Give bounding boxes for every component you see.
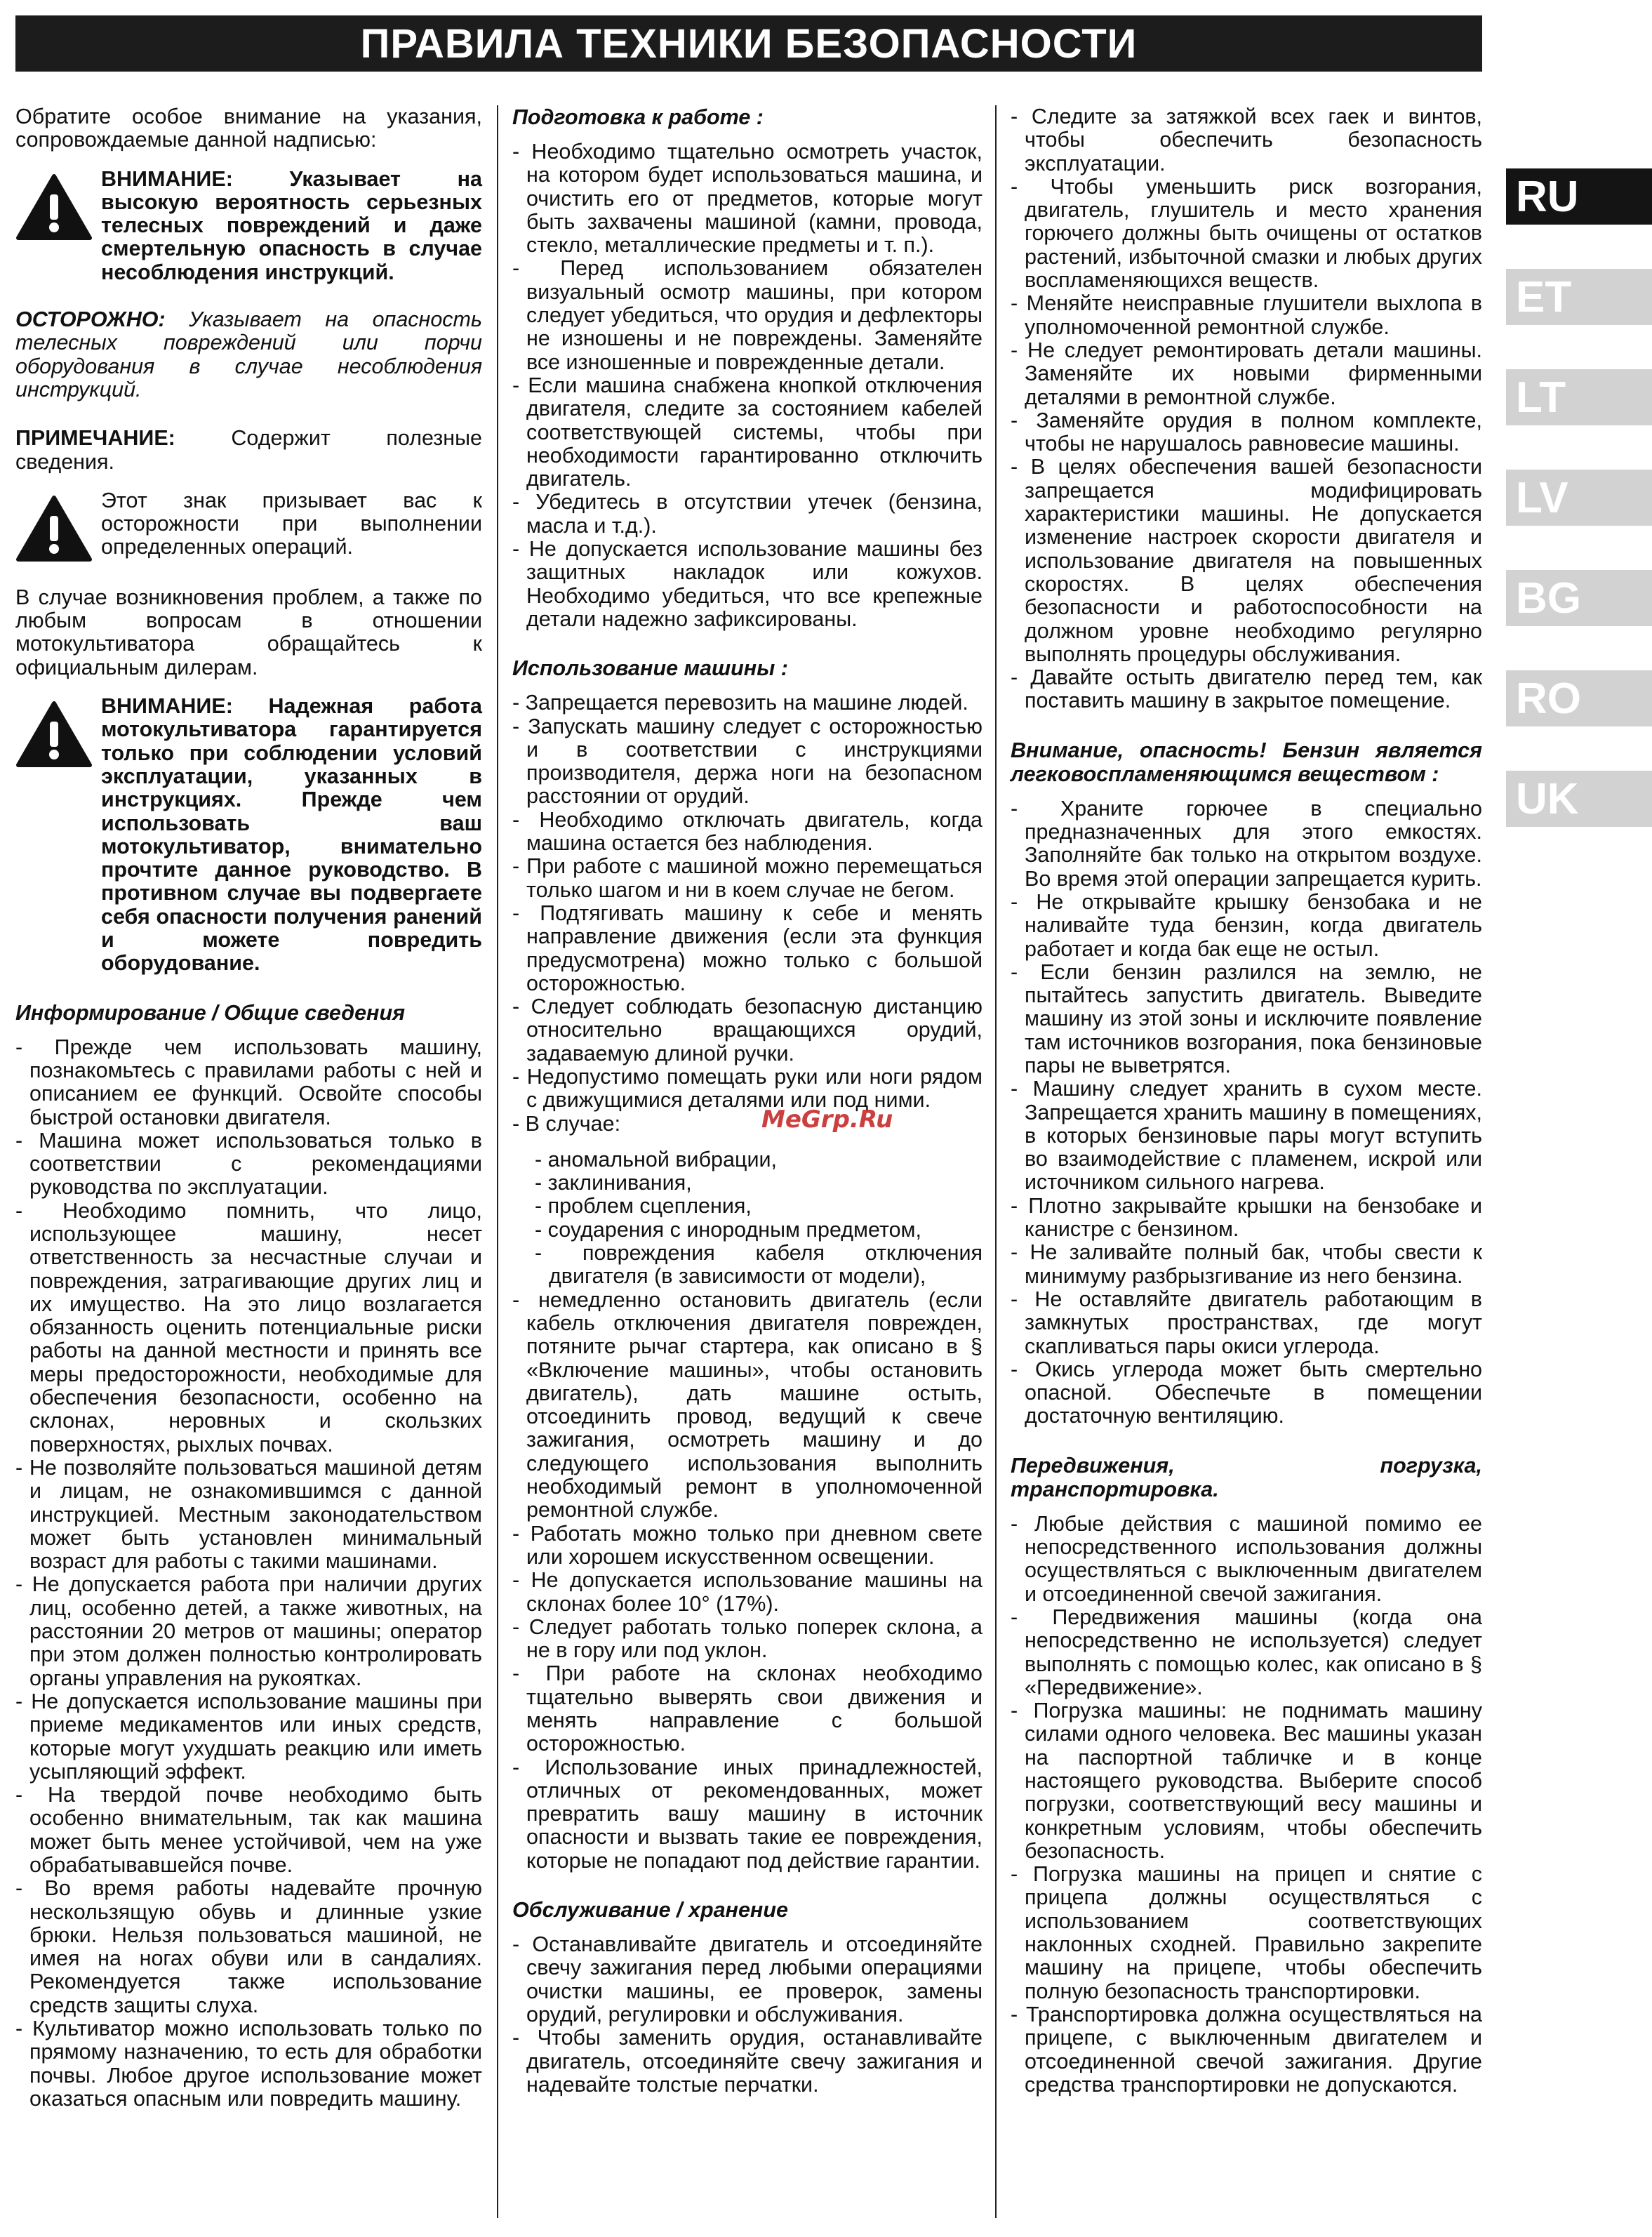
list-item: - Окись углерода может быть смертельно опасной. Обеспечьте в помещении достаточную вентиляцию. (1011, 1358, 1482, 1428)
list-item: - Следите за затяжкой всех гаек и винтов, чтобы обеспечить безопасность эксплуатации. (1011, 105, 1482, 175)
service-list (512, 1933, 982, 2097)
list-item: - Не следует ремонтировать детали машины. Заменяйте их новыми фирменными деталями в ремонтной службе. (1011, 339, 1482, 409)
list-item: - Машину следует хранить в сухом месте. Запрещается хранить машину в помещениях, в которых бензиновые пары могут вступить во взаимодействие с пламенем, искрой или источником сильного нагрева. (1011, 1077, 1482, 1194)
caution-text: Указывает на опасность телесных повреждений или порчи оборудования в случае несоблюдения инструкций. (15, 307, 482, 401)
list-item: - Погрузка машины на прицеп и снятие с прицепа должны осуществляться с использованием соответствующих наклонных сходней. Правильно закрепите машину на прицепе, чтобы обеспечить полную безопасность транспортировки. (1011, 1863, 1482, 2003)
list-item: - Не допускается использование машины при приеме медикаментов или иных средств, которые могут ухудшать реакцию или иметь усыпляющий эффект. (15, 1690, 482, 1784)
lang-tab-uk[interactable]: UK (1506, 771, 1652, 827)
column-2 (512, 105, 982, 2109)
list-item: - Не допускается работа при наличии других лиц, особенно детей, а также животных, на расстоянии 20 метров от машины; оператор при этом должен полностью контролировать органы управления на рукоятках. (15, 1573, 482, 1690)
list-item: - Храните горючее в специально предназначенных для этого емкостях. Заполняйте бак только на открытом воздухе. Во время этой операции запрещается курить. (1011, 797, 1482, 891)
list-item: - Необходимо отключать двигатель, когда машина остается без наблюдения. (512, 809, 982, 856)
list-item: - Следует соблюдать безопасную дистанцию относительно вращающихся орудий, задаваемую длиной ручки. (512, 995, 982, 1066)
list-item: - Чтобы заменить орудия, останавливайте двигатель, отсоединяйте свечу зажигания и надевайте толстые перчатки. (512, 2026, 982, 2097)
note-text: Содержит полезные сведения. (15, 426, 482, 474)
lang-tab-bg[interactable]: BG (1506, 570, 1652, 626)
section-title-prep: Подготовка к работе : (512, 105, 764, 129)
list-item: - Машина может использоваться только в соответствии с рекомендациями руководства по эксплуатации. (15, 1129, 482, 1200)
list-item: - повреждения кабеля отключения двигателя (в зависимости от модели), (512, 1242, 982, 1289)
list-item: - Запускать машину следует с осторожностью и в соответствии с инструкциями производителя, держа ноги на безопасном расстоянии от орудий. (512, 715, 982, 809)
list-item: - соударения с инородным предметом, (512, 1219, 982, 1242)
section-title-use: Использование машины : (512, 656, 788, 681)
note-label: ПРИМЕЧАНИЕ: (15, 426, 175, 451)
list-item: - проблем сцепления, (512, 1195, 982, 1218)
list-item: - Любые действия с машиной помимо ее непосредственного использования должны осуществляться с выключенным двигателем и отсоединенной свечой зажигания. (1011, 1513, 1482, 1606)
section-title-transport: Передвижения, погрузка, транспортировка. (1011, 1453, 1482, 1501)
list-item: - При работе с машиной можно перемещаться только шагом и ни в коем случае не бегом. (512, 855, 982, 902)
section-title-info: Информирование / Общие сведения (15, 1000, 406, 1025)
info-list (15, 1036, 482, 2111)
list-item: - Необходимо тщательно осмотреть участок, на котором будет использоваться машина, и очистить его от предметов, которые могут быть захвачены машиной (камни, провода, стекло, металлические предметы и т. п.). (512, 140, 982, 257)
column-1 (15, 105, 482, 2123)
warning-triangle-icon (15, 495, 93, 562)
prep-list (512, 140, 982, 631)
warning-block-1 (15, 168, 482, 284)
lang-tab-et[interactable]: ET (1506, 269, 1652, 325)
transport-list (1011, 1513, 1482, 2097)
list-item: - Необходимо помнить, что лицо, использующее машину, несет ответственность за несчастные случаи и повреждения, затрагивающие других лиц и их имущество. На это лицо возлагается обязанность оценить потенциальные риски работы на данной местности и принять все меры предосторожности, необходимые для обеспечения безопасности, особенно на склонах, неровных и скользких поверхностях, рыхлых почвах. (15, 1200, 482, 1456)
list-item: - Культиватор можно использовать только по прямому назначению, то есть для обработки почвы. Любое другое использование может оказаться опасным или повредить машину. (15, 2017, 482, 2111)
sign-text: Этот знак призывает вас к осторожности при выполнении определенных операций. (101, 488, 482, 559)
list-item: - Прежде чем использовать машину, познакомьтесь с правилами работы с ней и описанием ее функций. Освойте способы быстрой остановки двигателя. (15, 1036, 482, 1129)
list-item: - Перед использованием обязателен визуальный осмотр машины, при котором следует убедиться, что орудия и дефлекторы не изношены и не повреждены. Заменяйте все изношенные и поврежденные детали. (512, 257, 982, 373)
caution-paragraph (15, 308, 482, 401)
list-item: - Меняйте неисправные глушители выхлопа в уполномоченной ремонтной службе. (1011, 292, 1482, 339)
warning-text: ВНИМАНИЕ: Надежная работа мотокультиватора гарантируется только при соблюдении условий эксплуатации, указанных в инструкциях. Прежде чем использовать ваш мотокультиватор, внимательно прочтите данное руководство. В противном случае вы подвергаете себя опасности получения ранений и можете повредить оборудование. (101, 694, 482, 976)
list-item: - Не оставляйте двигатель работающим в замкнутых пространствах, где могут скапливаться пары окиси углерода. (1011, 1288, 1482, 1358)
column-divider (497, 105, 498, 2218)
list-item: - Не допускается использование машины на склонах более 10° (17%). (512, 1569, 982, 1616)
section-title-fuel: Внимание, опасность! Бензин является легковоспламеняющимся веществом : (1011, 738, 1482, 786)
list-item: - Не заливайте полный бак, чтобы свести к минимуму разбрызгивание из него бензина. (1011, 1241, 1482, 1288)
list-item: - Запрещается перевозить на машине людей. (512, 691, 982, 715)
caution-label: ОСТОРОЖНО: (15, 307, 166, 332)
lang-tab-ru[interactable]: RU (1506, 168, 1652, 225)
use-list (512, 691, 982, 1136)
list-item: - Чтобы уменьшить риск возгорания, двигатель, глушитель и место хранения горючего должны быть очищены от остатков растений, избыточной смазки и любых других воспламеняющихся веществ. (1011, 175, 1482, 292)
watermark: MeGrp.Ru (761, 1106, 893, 1134)
note-paragraph (15, 427, 482, 474)
list-item: - аномальной вибрации, (512, 1148, 982, 1171)
problems-text: В случае возникновения проблем, а также по любым вопросам в отношении мотокультиватора обращайтесь к официальным дилерам. (15, 585, 482, 679)
list-item: - Не позволяйте пользоваться машиной детям и лицам, не ознакомившимся с данной инструкцией. Местным законодательством может быть установлен минимальный возраст для работы с такими машинами. (15, 1456, 482, 1573)
list-item: - Подтягивать машину к себе и менять направление движения (если эта функция предусмотрена) можно только с большой осторожностью. (512, 902, 982, 995)
list-item: - В целях обеспечения вашей безопасности запрещается модифицировать характеристики машины. Не допускается изменение настроек скорости двигателя и использование двигателя на повышенных скоростях. В целях обеспечения безопасности и работоспособности на должном уровне необходимо регулярно выполнять процедуры обслуживания. (1011, 456, 1482, 666)
list-item: - Недопустимо помещать руки или ноги рядом с движущимися деталями или под ними. (512, 1066, 982, 1113)
use-list-continued (512, 1289, 982, 1873)
list-item: - Передвижения машины (когда она непосредственно не используется) следует выполнять с помощью колес, как описано в § «Передвижение». (1011, 1606, 1482, 1699)
list-item: - Использование иных принадлежностей, отличных от рекомендованных, может превратить вашу машину в источник опасности и вызвать такие ее повреждения, которые не попадают под действие гарантии. (512, 1756, 982, 1873)
column-divider (995, 105, 997, 2218)
list-item: - В случае: (512, 1113, 982, 1136)
list-item: - Транспортировка должна осуществляться на прицепе, с выключенным двигателем и отсоединенной свечой зажигания. Другие средства транспортировки не допускаются. (1011, 2003, 1482, 2097)
lang-tab-ro[interactable]: RO (1506, 670, 1652, 726)
warning-block-2 (15, 695, 482, 976)
caution-sign-block (15, 489, 482, 562)
list-item: - заклинивания, (512, 1171, 982, 1195)
service-list-continued (1011, 105, 1482, 713)
list-item: - Заменяйте орудия в полном комплекте, чтобы не нарушалось равновесие машины. (1011, 409, 1482, 456)
column-3 (1011, 105, 1482, 2109)
list-item: - Не допускается использование машины без защитных накладок или кожухов. Необходимо убедиться, что все крепежные детали надежно зафиксированы. (512, 538, 982, 631)
language-tabs (1506, 168, 1652, 871)
lang-tab-lv[interactable]: LV (1506, 470, 1652, 526)
warning-triangle-icon (15, 701, 93, 768)
list-item: - Следует работать только поперек склона, а не в гору или под уклон. (512, 1616, 982, 1663)
list-item: - Если машина снабжена кнопкой отключения двигателя, следите за состоянием кабелей соответствующей системы, чтобы при необходимости гарантированно отключить двигатель. (512, 374, 982, 491)
list-item: - Если бензин разлился на землю, не пытайтесь запустить двигатель. Выведите машину из этой зоны и исключите появление там источников возгорания, пока бензиновые пары не выветрятся. (1011, 961, 1482, 1077)
section-title-service: Обслуживание / хранение (512, 1898, 788, 1923)
warning-triangle-icon (15, 173, 93, 241)
use-sublist (512, 1148, 982, 1289)
list-item: - Погрузка машины: не поднимать машину силами одного человека. Вес машины указан на паспортной табличке и в конце настоящего руководства. Выберите способ погрузки, соответствующий весу машины и конкретным условиям, чтобы обеспечить безопасность. (1011, 1699, 1482, 1863)
list-item: - При работе на склонах необходимо тщательно выверять свои движения и менять направление с большой осторожностью. (512, 1662, 982, 1755)
list-item: - Во время работы надевайте прочную нескользящую обувь и длинные узкие брюки. Нельзя пользоваться машиной, не имея на ногах обуви или в сандалиях. Рекомендуется также использование средств защиты слуха. (15, 1877, 482, 2017)
warning-text: ВНИМАНИЕ: Указывает на высокую вероятность серьезных телесных повреждений и даже смертельную опасность в случае несоблюдения инструкций. (101, 166, 482, 284)
list-item: - Останавливайте двигатель и отсоединяйте свечу зажигания перед любыми операциями очистки машины, ее проверок, замены орудий, регулировки и обслуживания. (512, 1933, 982, 2026)
list-item: - На твердой почве необходимо быть особенно внимательным, так как машина может быть менее устойчивой, чем на уже обрабатывавшейся почве. (15, 1784, 482, 1877)
list-item: - немедленно остановить двигатель (если кабель отключения двигателя поврежден, потяните рычаг стартера, как описано в § «Включение машины», чтобы остановить двигатель), дать машине остыть, отсоединить провод, ведущий к свече зажигания, осмотреть машину и до следующего использования выполнить необходимый ремонт в уполномоченной ремонтной службе. (512, 1289, 982, 1522)
list-item: - Плотно закрывайте крышки на бензобаке и канистре с бензином. (1011, 1195, 1482, 1242)
list-item: - Работать можно только при дневном свете или хорошем искусственном освещении. (512, 1522, 982, 1569)
list-item: - Убедитесь в отсутствии утечек (бензина, масла и т.д.). (512, 491, 982, 538)
intro-text: Обратите особое внимание на указания, сопровождаемые данной надписью: (15, 105, 482, 152)
list-item: - Давайте остыть двигателю перед тем, как поставить машину в закрытое помещение. (1011, 666, 1482, 713)
fuel-list (1011, 797, 1482, 1428)
list-item: - Не открывайте крышку бензобака и не наливайте туда бензин, когда двигатель работает и когда бак еще не остыл. (1011, 891, 1482, 961)
page-title: ПРАВИЛА ТЕХНИКИ БЕЗОПАСНОСТИ (15, 15, 1482, 72)
lang-tab-lt[interactable]: LT (1506, 369, 1652, 425)
